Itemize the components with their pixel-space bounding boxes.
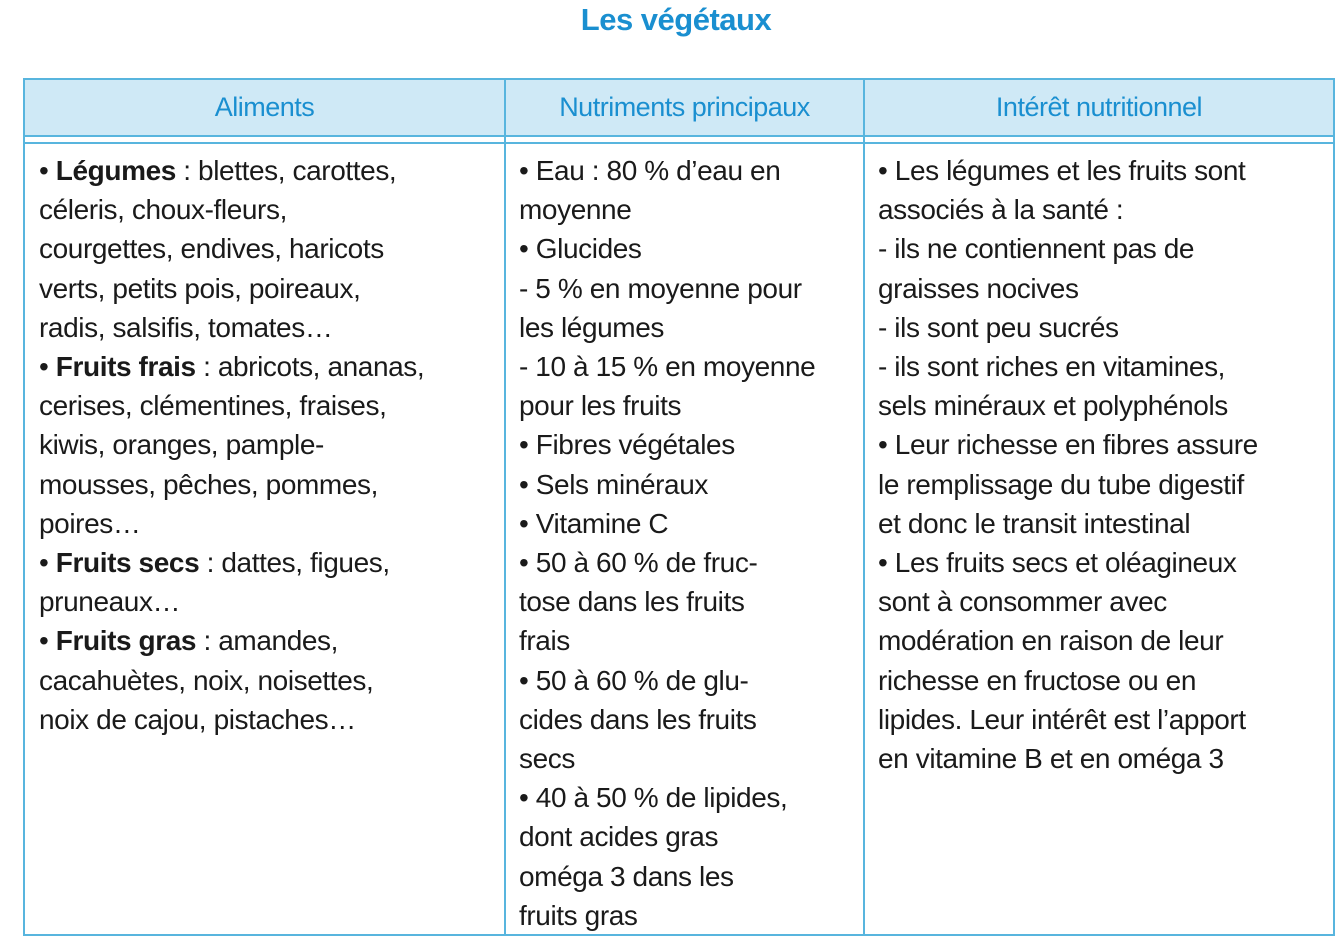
nutriments-line: secs bbox=[519, 743, 575, 775]
bullet: • bbox=[39, 351, 56, 383]
header-interet: Intérêt nutritionnel bbox=[995, 92, 1203, 122]
interet-line: modération en raison de leur bbox=[878, 625, 1224, 657]
nutriments-line: • Fibres végétales bbox=[519, 429, 735, 461]
aliments-line bbox=[39, 504, 504, 543]
header-gap bbox=[25, 137, 1333, 144]
nutriments-line: • Sels minéraux bbox=[519, 468, 708, 500]
food-category: Fruits secs bbox=[55, 547, 200, 579]
bullet: • bbox=[39, 625, 56, 657]
aliments-line bbox=[39, 347, 504, 386]
interet-line: le remplissage du tube digestif bbox=[878, 468, 1244, 500]
nutriments-line: frais bbox=[519, 625, 570, 657]
aliments-line bbox=[39, 190, 504, 229]
aliments-line bbox=[39, 700, 504, 739]
nutriments-line: moyenne bbox=[519, 194, 632, 226]
column-divider bbox=[504, 80, 506, 934]
food-category: Légumes bbox=[55, 155, 176, 186]
nutriments-line: - 5 % en moyenne pour bbox=[519, 272, 802, 304]
nutrition-table bbox=[23, 78, 1335, 936]
food-list-text: verts, petits pois, poireaux, bbox=[39, 272, 361, 304]
bullet: • bbox=[39, 547, 56, 579]
interet-line: et donc le transit intestinal bbox=[878, 507, 1191, 539]
interet-line: graisses nocives bbox=[878, 272, 1079, 304]
food-list-text: cerises, clémentines, fraises, bbox=[39, 390, 387, 422]
interet-line: sels minéraux et polyphénols bbox=[878, 390, 1228, 422]
aliments-line bbox=[39, 386, 504, 425]
interet-line: • Les fruits secs et oléagineux bbox=[878, 547, 1237, 579]
nutriments-line: • Vitamine C bbox=[519, 507, 669, 539]
interet-line: • Les légumes et les fruits sont bbox=[878, 155, 1246, 186]
interet-line: - ils ne contiennent pas de bbox=[878, 233, 1195, 265]
nutriments-line: les légumes bbox=[519, 311, 665, 343]
interet-cell bbox=[878, 151, 1330, 778]
food-list-text: : amandes, bbox=[196, 625, 339, 657]
food-list-text: pruneaux… bbox=[39, 586, 181, 618]
nutriments-line: • Eau : 80 % d’eau en bbox=[519, 155, 781, 186]
aliments-line bbox=[39, 308, 504, 347]
aliments-line bbox=[39, 151, 504, 190]
column-divider bbox=[863, 80, 865, 934]
aliments-cell bbox=[39, 151, 504, 739]
nutriments-line: fruits gras bbox=[519, 899, 638, 931]
interet-line: - ils sont peu sucrés bbox=[878, 311, 1119, 343]
nutriments-line: • 40 à 50 % de lipides, bbox=[519, 782, 788, 814]
header-aliments: Aliments bbox=[214, 92, 315, 122]
nutriments-line: • Glucides bbox=[519, 233, 642, 265]
nutriments-line: cides dans les fruits bbox=[519, 703, 757, 735]
aliments-line bbox=[39, 269, 504, 308]
aliments-line bbox=[39, 621, 504, 660]
header-nutriments: Nutriments principaux bbox=[559, 92, 810, 122]
nutriments-line: - 10 à 15 % en moyenne bbox=[519, 351, 816, 383]
page-title: Les végétaux bbox=[580, 2, 772, 37]
nutriments-line: pour les fruits bbox=[519, 390, 682, 422]
nutriments-line: • 50 à 60 % de fruc- bbox=[519, 547, 758, 579]
nutriments-line: tose dans les fruits bbox=[519, 586, 745, 618]
food-list-text: cacahuètes, noix, noisettes, bbox=[39, 664, 374, 696]
interet-line: richesse en fructose ou en bbox=[878, 664, 1197, 696]
food-list-text: kiwis, oranges, pample- bbox=[39, 429, 324, 461]
food-list-text: mousses, pêches, pommes, bbox=[39, 468, 378, 500]
food-list-text: noix de cajou, pistaches… bbox=[39, 703, 356, 735]
interet-line: sont à consommer avec bbox=[878, 586, 1167, 618]
food-list-text: poires… bbox=[39, 507, 141, 539]
nutriments-line: • 50 à 60 % de glu- bbox=[519, 664, 749, 696]
aliments-line bbox=[39, 661, 504, 700]
interet-line: • Leur richesse en fibres assure bbox=[878, 429, 1258, 461]
aliments-line bbox=[39, 229, 504, 268]
aliments-line bbox=[39, 543, 504, 582]
food-category: Fruits gras bbox=[55, 625, 197, 657]
interet-line: associés à la santé : bbox=[878, 194, 1124, 226]
food-list-text: : dattes, figues, bbox=[199, 547, 390, 579]
food-list-text: : abricots, ananas, bbox=[195, 351, 425, 383]
food-list-text: radis, salsifis, tomates… bbox=[39, 311, 333, 343]
food-category: Fruits frais bbox=[55, 351, 196, 383]
interet-line: lipides. Leur intérêt est l’apport bbox=[878, 703, 1246, 735]
food-list-text: : blettes, carottes, bbox=[175, 155, 397, 186]
nutriments-line: oméga 3 dans les bbox=[519, 860, 734, 892]
bullet: • bbox=[39, 155, 56, 186]
aliments-line bbox=[39, 465, 504, 504]
nutriments-line: dont acides gras bbox=[519, 821, 719, 853]
interet-line: en vitamine B et en oméga 3 bbox=[878, 743, 1224, 775]
interet-line: - ils sont riches en vitamines, bbox=[878, 351, 1226, 383]
aliments-line bbox=[39, 582, 504, 621]
food-list-text: courgettes, endives, haricots bbox=[39, 233, 384, 265]
nutriments-cell bbox=[519, 151, 861, 935]
food-list-text: céleris, choux-fleurs, bbox=[39, 194, 287, 226]
aliments-line bbox=[39, 425, 504, 464]
table-header-row bbox=[25, 80, 1333, 137]
